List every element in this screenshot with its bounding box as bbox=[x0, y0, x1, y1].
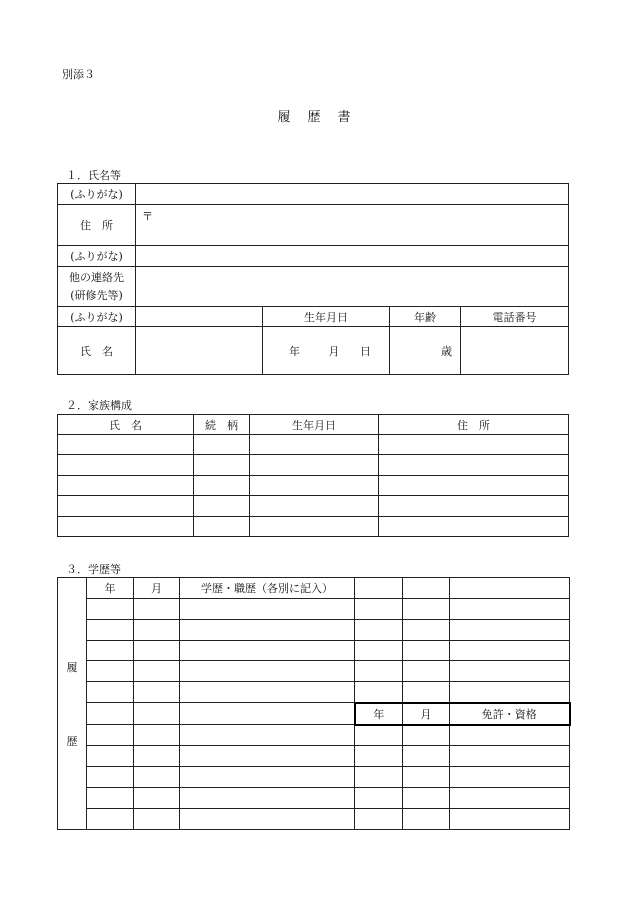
other-contact-label bbox=[58, 267, 136, 307]
family-cell[interactable] bbox=[58, 435, 194, 455]
family-cell[interactable] bbox=[379, 517, 569, 537]
history-cell[interactable] bbox=[87, 661, 134, 682]
history-cell[interactable] bbox=[134, 620, 180, 641]
license-cell[interactable] bbox=[355, 746, 403, 767]
license-col-label: 免許・資格 bbox=[450, 703, 570, 725]
birthdate-header: 生年月日 bbox=[263, 307, 390, 327]
furigana-label: (ふりがな) bbox=[58, 246, 136, 267]
history-cell[interactable] bbox=[87, 746, 134, 767]
history-cell[interactable] bbox=[403, 661, 450, 682]
section-heading-history: ３．学歴等 bbox=[66, 563, 121, 576]
table-row bbox=[58, 767, 570, 788]
postal-mark: 〒 bbox=[142, 210, 153, 223]
license-cell[interactable] bbox=[403, 788, 450, 809]
phone-field[interactable] bbox=[461, 327, 569, 375]
family-col-address: 住 所 bbox=[379, 415, 569, 435]
family-cell[interactable] bbox=[194, 455, 250, 476]
history-side-label-1: 履 bbox=[66, 660, 78, 674]
page-title: 履 歴 書 bbox=[277, 110, 353, 125]
license-col-month: 月 bbox=[403, 703, 450, 725]
family-cell[interactable] bbox=[194, 476, 250, 496]
history-cell[interactable] bbox=[450, 682, 570, 703]
history-cell[interactable] bbox=[450, 578, 570, 599]
address-label: 住 所 bbox=[58, 205, 136, 246]
license-cell[interactable] bbox=[450, 767, 570, 788]
table-row bbox=[58, 435, 569, 455]
history-cell[interactable] bbox=[134, 703, 180, 725]
family-cell[interactable] bbox=[379, 455, 569, 476]
history-cell[interactable] bbox=[403, 599, 450, 620]
history-cell[interactable] bbox=[87, 641, 134, 661]
day-unit: 日 bbox=[360, 344, 371, 358]
license-cell[interactable] bbox=[355, 809, 403, 830]
history-cell[interactable] bbox=[87, 599, 134, 620]
table-row bbox=[58, 455, 569, 476]
family-col-birthdate: 生年月日 bbox=[250, 415, 379, 435]
phone-header: 電話番号 bbox=[461, 307, 569, 327]
address-field[interactable] bbox=[136, 205, 569, 246]
family-col-relation: 続 柄 bbox=[194, 415, 250, 435]
history-cell[interactable] bbox=[355, 641, 403, 661]
license-cell[interactable] bbox=[403, 809, 450, 830]
history-side-label-2: 歴 bbox=[66, 734, 78, 748]
history-cell[interactable] bbox=[450, 641, 570, 661]
license-col-year: 年 bbox=[355, 703, 403, 725]
family-cell[interactable] bbox=[58, 517, 194, 537]
history-cell[interactable] bbox=[355, 620, 403, 641]
history-cell[interactable] bbox=[403, 620, 450, 641]
history-cell[interactable] bbox=[180, 809, 355, 830]
name-field[interactable] bbox=[136, 327, 263, 375]
history-cell[interactable] bbox=[403, 578, 450, 599]
other-contact-label-line2: (研修先等) bbox=[70, 288, 123, 302]
history-col-year: 年 bbox=[87, 578, 134, 599]
history-table bbox=[57, 577, 571, 830]
other-contact-field[interactable] bbox=[136, 267, 569, 307]
family-table bbox=[57, 414, 569, 537]
license-cell[interactable] bbox=[450, 746, 570, 767]
history-col-description: 学歴・職歴（各別に記入） bbox=[180, 578, 355, 599]
family-cell[interactable] bbox=[379, 476, 569, 496]
history-cell[interactable] bbox=[403, 641, 450, 661]
history-cell[interactable] bbox=[87, 725, 134, 746]
history-cell[interactable] bbox=[450, 661, 570, 682]
table-row bbox=[58, 476, 569, 496]
license-cell[interactable] bbox=[403, 767, 450, 788]
license-cell[interactable] bbox=[450, 725, 570, 746]
family-cell[interactable] bbox=[250, 435, 379, 455]
furigana-label: (ふりがな) bbox=[58, 307, 136, 327]
history-cell[interactable] bbox=[134, 767, 180, 788]
history-side-label bbox=[58, 578, 87, 830]
history-cell[interactable] bbox=[450, 599, 570, 620]
license-cell[interactable] bbox=[403, 725, 450, 746]
table-row bbox=[58, 496, 569, 517]
license-cell[interactable] bbox=[355, 767, 403, 788]
history-cell[interactable] bbox=[450, 620, 570, 641]
history-cell[interactable] bbox=[87, 620, 134, 641]
table-row bbox=[58, 703, 570, 725]
history-cell[interactable] bbox=[180, 767, 355, 788]
history-cell[interactable] bbox=[87, 682, 134, 703]
family-cell[interactable] bbox=[250, 455, 379, 476]
family-cell[interactable] bbox=[250, 476, 379, 496]
history-cell[interactable] bbox=[180, 725, 355, 746]
license-cell[interactable] bbox=[355, 788, 403, 809]
history-col-month: 月 bbox=[134, 578, 180, 599]
history-cell[interactable] bbox=[180, 703, 355, 725]
history-cell[interactable] bbox=[180, 641, 355, 661]
table-row bbox=[58, 746, 570, 767]
family-cell[interactable] bbox=[58, 455, 194, 476]
family-cell[interactable] bbox=[250, 517, 379, 537]
family-cell[interactable] bbox=[379, 496, 569, 517]
table-row bbox=[58, 620, 570, 641]
history-cell[interactable] bbox=[87, 767, 134, 788]
history-cell[interactable] bbox=[134, 788, 180, 809]
table-row bbox=[58, 661, 570, 682]
month-unit: 月 bbox=[328, 344, 340, 358]
history-cell[interactable] bbox=[134, 682, 180, 703]
family-cell[interactable] bbox=[194, 496, 250, 517]
history-cell[interactable] bbox=[134, 641, 180, 661]
license-cell[interactable] bbox=[355, 725, 403, 746]
history-cell[interactable] bbox=[180, 746, 355, 767]
history-cell[interactable] bbox=[355, 682, 403, 703]
history-cell[interactable] bbox=[180, 599, 355, 620]
history-cell[interactable] bbox=[134, 661, 180, 682]
section-heading-personal: １．氏名等 bbox=[66, 169, 121, 182]
table-row bbox=[58, 682, 570, 703]
license-cell[interactable] bbox=[450, 788, 570, 809]
furigana-label: (ふりがな) bbox=[58, 184, 136, 205]
table-row bbox=[58, 641, 570, 661]
family-cell[interactable] bbox=[194, 517, 250, 537]
history-cell[interactable] bbox=[355, 599, 403, 620]
history-cell[interactable] bbox=[134, 599, 180, 620]
history-cell[interactable] bbox=[355, 661, 403, 682]
attachment-label: 別添３ bbox=[62, 68, 95, 81]
history-cell[interactable] bbox=[180, 788, 355, 809]
contact-furigana-field[interactable] bbox=[136, 246, 569, 267]
table-row bbox=[58, 599, 570, 620]
history-cell[interactable] bbox=[134, 746, 180, 767]
license-cell[interactable] bbox=[450, 809, 570, 830]
license-cell[interactable] bbox=[403, 746, 450, 767]
age-unit: 歳 bbox=[441, 344, 452, 358]
history-cell[interactable] bbox=[403, 682, 450, 703]
section-heading-family: ２．家族構成 bbox=[66, 399, 132, 412]
history-cell[interactable] bbox=[180, 620, 355, 641]
family-cell[interactable] bbox=[58, 496, 194, 517]
name-label: 氏 名 bbox=[58, 327, 136, 375]
personal-info-table bbox=[57, 183, 569, 375]
table-row bbox=[58, 517, 569, 537]
age-header: 年齢 bbox=[390, 307, 461, 327]
history-cell[interactable] bbox=[180, 682, 355, 703]
family-col-name: 氏 名 bbox=[58, 415, 194, 435]
history-cell[interactable] bbox=[180, 661, 355, 682]
history-cell[interactable] bbox=[87, 788, 134, 809]
table-row bbox=[58, 725, 570, 746]
address-furigana-field[interactable] bbox=[136, 184, 569, 205]
table-row bbox=[58, 788, 570, 809]
family-cell[interactable] bbox=[379, 435, 569, 455]
name-furigana-field[interactable] bbox=[136, 307, 263, 327]
history-cell[interactable] bbox=[87, 703, 134, 725]
history-cell[interactable] bbox=[134, 809, 180, 830]
family-cell[interactable] bbox=[250, 496, 379, 517]
other-contact-label-line1: 他の連絡先 bbox=[69, 270, 124, 284]
birthdate-field[interactable] bbox=[263, 327, 390, 375]
history-cell[interactable] bbox=[134, 725, 180, 746]
year-unit: 年 bbox=[289, 344, 300, 358]
history-cell[interactable] bbox=[355, 578, 403, 599]
family-cell[interactable] bbox=[194, 435, 250, 455]
history-cell[interactable] bbox=[87, 809, 134, 830]
age-field[interactable] bbox=[390, 327, 461, 375]
family-cell[interactable] bbox=[58, 476, 194, 496]
table-row bbox=[58, 809, 570, 830]
